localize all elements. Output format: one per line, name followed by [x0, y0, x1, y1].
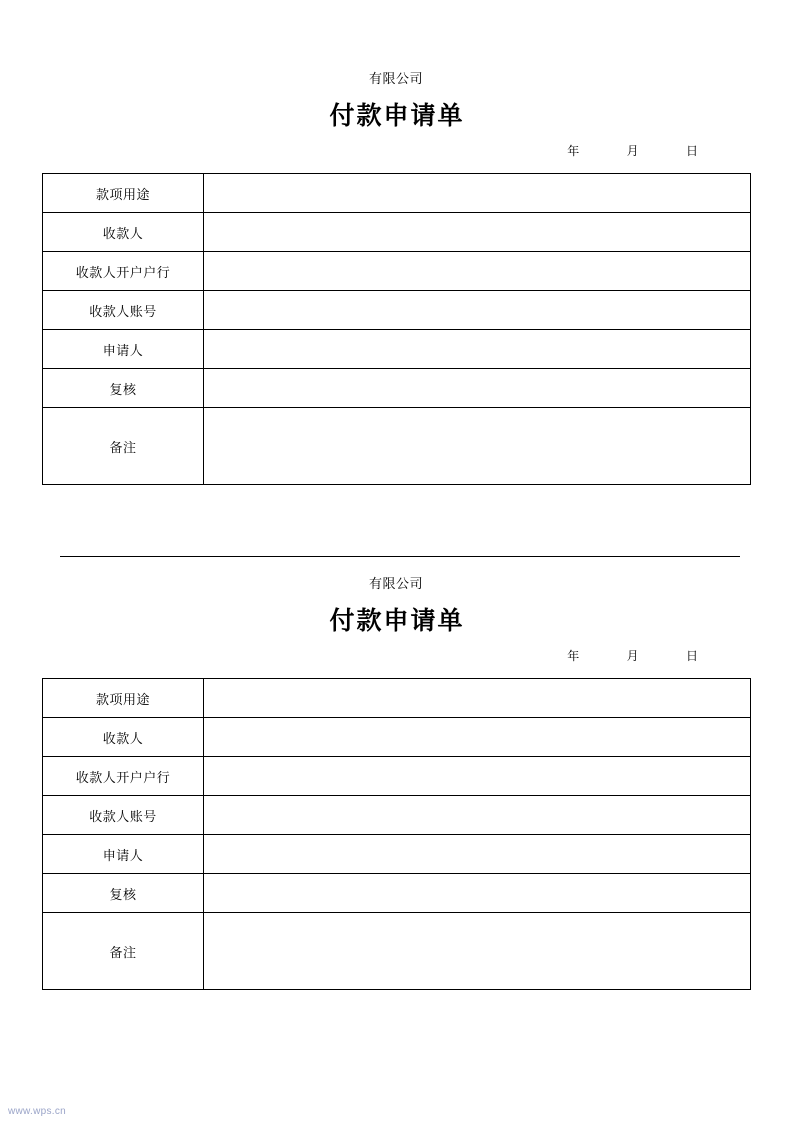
row-label-review-1: 复核 — [43, 369, 204, 408]
table-row — [43, 369, 751, 408]
row-value-applicant-1[interactable] — [204, 330, 751, 369]
table-row — [43, 874, 751, 913]
row-label-review-2: 复核 — [43, 874, 204, 913]
month-label-1: 月 — [626, 144, 640, 158]
row-value-remark-1[interactable] — [204, 408, 751, 485]
month-label-2: 月 — [626, 649, 640, 663]
row-label-bank-2: 收款人开户户行 — [43, 757, 204, 796]
company-name-2: 有限公司 — [369, 576, 424, 591]
table-row — [43, 291, 751, 330]
row-label-remark-2: 备注 — [43, 913, 204, 990]
form-title-1: 付款申请单 — [329, 103, 465, 130]
row-label-applicant-2: 申请人 — [43, 835, 204, 874]
date-line-2 — [0, 647, 794, 664]
row-label-payee-2: 收款人 — [43, 718, 204, 757]
form-table-2 — [42, 678, 751, 990]
row-value-bank-2[interactable] — [204, 757, 751, 796]
row-label-bank-1: 收款人开户户行 — [43, 252, 204, 291]
row-value-account-1[interactable] — [204, 291, 751, 330]
row-value-bank-1[interactable] — [204, 252, 751, 291]
row-value-payee-1[interactable] — [204, 213, 751, 252]
table-row — [43, 330, 751, 369]
form-title-2: 付款申请单 — [329, 608, 465, 635]
table-row — [43, 213, 751, 252]
day-label-1: 日 — [685, 144, 699, 158]
table-row — [43, 408, 751, 485]
date-line-1 — [0, 142, 794, 159]
table-row — [43, 757, 751, 796]
company-name-1: 有限公司 — [369, 71, 424, 86]
row-label-account-2: 收款人账号 — [43, 796, 204, 835]
row-value-applicant-2[interactable] — [204, 835, 751, 874]
table-row — [43, 913, 751, 990]
table-row — [43, 679, 751, 718]
row-value-review-2[interactable] — [204, 874, 751, 913]
form-divider — [60, 556, 740, 557]
table-row — [43, 174, 751, 213]
row-value-review-1[interactable] — [204, 369, 751, 408]
row-value-account-2[interactable] — [204, 796, 751, 835]
year-label-1: 年 — [567, 144, 581, 158]
table-row — [43, 796, 751, 835]
row-label-applicant-1: 申请人 — [43, 330, 204, 369]
row-label-purpose-1: 款项用途 — [43, 174, 204, 213]
payment-request-form-1 — [0, 70, 794, 485]
table-row — [43, 718, 751, 757]
row-value-purpose-1[interactable] — [204, 174, 751, 213]
row-label-purpose-2: 款项用途 — [43, 679, 204, 718]
table-row — [43, 835, 751, 874]
row-value-purpose-2[interactable] — [204, 679, 751, 718]
year-label-2: 年 — [567, 649, 581, 663]
form-table-1 — [42, 173, 751, 485]
watermark-text: www.wps.cn — [8, 1106, 67, 1117]
row-label-account-1: 收款人账号 — [43, 291, 204, 330]
day-label-2: 日 — [685, 649, 699, 663]
row-value-payee-2[interactable] — [204, 718, 751, 757]
row-value-remark-2[interactable] — [204, 913, 751, 990]
payment-request-form-2 — [0, 575, 794, 990]
table-row — [43, 252, 751, 291]
row-label-payee-1: 收款人 — [43, 213, 204, 252]
row-label-remark-1: 备注 — [43, 408, 204, 485]
